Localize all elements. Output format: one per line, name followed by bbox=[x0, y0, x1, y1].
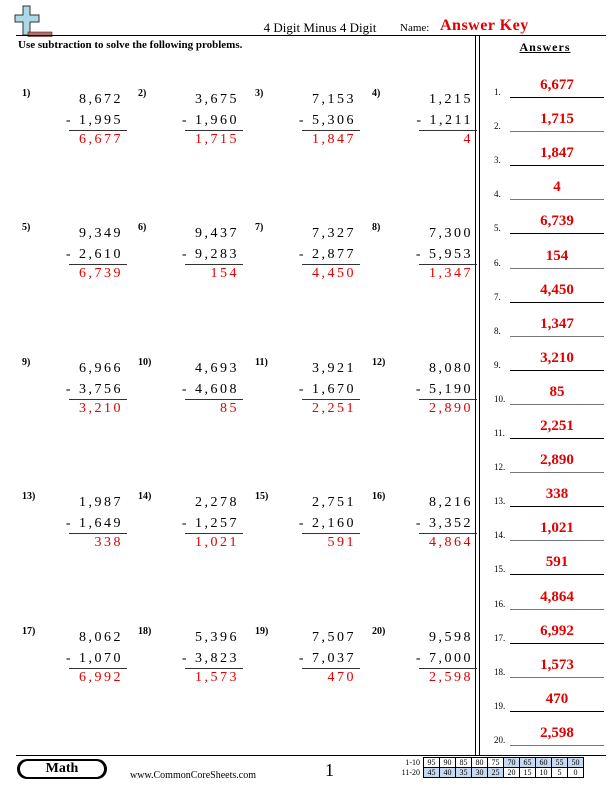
problem-number: 12) bbox=[372, 357, 386, 368]
problem bbox=[255, 626, 370, 696]
answer-value: 6,739 bbox=[540, 213, 574, 230]
score-cell: 5 bbox=[552, 768, 568, 778]
problem-number: 17) bbox=[22, 626, 36, 637]
score-cell: 45 bbox=[424, 768, 440, 778]
answer-number: 9. bbox=[494, 359, 501, 370]
score-table bbox=[396, 757, 584, 778]
subtrahend: - 5,306 bbox=[298, 113, 356, 128]
answer-rule bbox=[185, 399, 243, 400]
difference: 85 bbox=[220, 401, 239, 416]
answer-line bbox=[510, 711, 604, 712]
minuend: 9,349 bbox=[79, 226, 123, 241]
name-label: Name: bbox=[400, 22, 430, 34]
subtrahend: - 7,000 bbox=[415, 651, 473, 666]
answer-row bbox=[494, 684, 610, 714]
answer-rule bbox=[419, 668, 477, 669]
problem bbox=[138, 88, 253, 158]
answer-value: 2,598 bbox=[540, 724, 574, 741]
answer-value: 4 bbox=[553, 179, 561, 196]
answer-value: 470 bbox=[545, 690, 569, 707]
answer-value: 85 bbox=[549, 383, 565, 400]
difference: 338 bbox=[94, 535, 123, 550]
subtrahend: - 2,610 bbox=[65, 247, 123, 262]
minuend: 9,437 bbox=[195, 226, 239, 241]
score-cell: 60 bbox=[536, 758, 552, 768]
answer-number: 2. bbox=[494, 121, 501, 132]
problem bbox=[372, 491, 487, 561]
minuend: 8,216 bbox=[429, 495, 473, 510]
answer-number: 13. bbox=[494, 496, 506, 507]
problem bbox=[255, 222, 370, 292]
answer-number: 5. bbox=[494, 223, 501, 234]
minuend: 7,300 bbox=[429, 226, 473, 241]
answer-number: 14. bbox=[494, 530, 506, 541]
difference: 1,715 bbox=[195, 132, 239, 147]
difference: 1,021 bbox=[195, 535, 239, 550]
answer-line bbox=[510, 404, 604, 405]
subtrahend: - 1,649 bbox=[65, 516, 123, 531]
answer-line bbox=[510, 370, 604, 371]
score-range: 11-20 bbox=[401, 768, 420, 777]
score-cell: 95 bbox=[424, 758, 440, 768]
minuend: 2,751 bbox=[312, 495, 356, 510]
answer-line bbox=[510, 609, 604, 610]
answer-row bbox=[494, 547, 610, 577]
score-cell: 10 bbox=[536, 768, 552, 778]
answer-line bbox=[510, 233, 604, 234]
problem bbox=[22, 222, 137, 292]
answer-line bbox=[510, 438, 604, 439]
answer-rule bbox=[302, 399, 360, 400]
score-cell: 55 bbox=[552, 758, 568, 768]
answer-number: 17. bbox=[494, 632, 506, 643]
worksheet-title: 4 Digit Minus 4 Digit bbox=[263, 20, 377, 35]
answer-row bbox=[494, 206, 610, 236]
problem bbox=[22, 88, 137, 158]
answer-row bbox=[494, 650, 610, 680]
subtrahend: - 1,070 bbox=[65, 651, 123, 666]
subtrahend: - 5,953 bbox=[415, 247, 473, 262]
problem-number: 1) bbox=[22, 88, 31, 99]
difference: 591 bbox=[327, 535, 356, 550]
answer-line bbox=[510, 268, 604, 269]
problem bbox=[255, 357, 370, 427]
answer-row bbox=[494, 582, 610, 612]
minuend: 3,675 bbox=[195, 92, 239, 107]
answer-rule bbox=[419, 264, 477, 265]
answer-line bbox=[510, 506, 604, 507]
answer-value: 338 bbox=[545, 486, 569, 503]
problem bbox=[138, 222, 253, 292]
answer-rule bbox=[69, 399, 127, 400]
answer-number: 1. bbox=[494, 87, 501, 97]
difference: 4,450 bbox=[312, 266, 356, 281]
difference: 1,573 bbox=[195, 670, 239, 685]
score-cell: 35 bbox=[456, 768, 472, 778]
answer-line bbox=[510, 302, 604, 303]
minuend: 3,921 bbox=[312, 361, 356, 376]
answer-value: 1,847 bbox=[540, 145, 574, 162]
difference: 6,739 bbox=[79, 266, 123, 281]
answer-row bbox=[494, 513, 610, 543]
answer-rule bbox=[302, 130, 360, 131]
subtrahend: - 1,257 bbox=[181, 516, 239, 531]
answer-row bbox=[494, 241, 610, 271]
score-row bbox=[396, 758, 584, 768]
minuend: 8,062 bbox=[79, 630, 123, 645]
problem-number: 6) bbox=[138, 222, 147, 233]
minuend: 6,966 bbox=[79, 361, 123, 376]
problem-number: 20) bbox=[372, 626, 386, 637]
subtrahend: - 5,190 bbox=[415, 382, 473, 397]
instructions: Use subtraction to solve the following problems. bbox=[18, 39, 243, 51]
minuend: 8,672 bbox=[79, 92, 123, 107]
subtrahend: - 3,352 bbox=[415, 516, 473, 531]
problem-number: 4) bbox=[372, 88, 381, 99]
problem bbox=[372, 626, 487, 696]
answer-value: 2,890 bbox=[540, 452, 574, 469]
problem-number: 19) bbox=[255, 626, 269, 637]
problem-number: 3) bbox=[255, 88, 264, 99]
answer-line bbox=[510, 165, 604, 166]
difference: 154 bbox=[210, 266, 239, 281]
difference: 470 bbox=[327, 670, 356, 685]
answer-row bbox=[494, 479, 610, 509]
answer-rule bbox=[302, 533, 360, 534]
difference: 6,677 bbox=[79, 132, 123, 147]
answer-value: 4,864 bbox=[540, 588, 574, 605]
problem-number: 2) bbox=[138, 88, 147, 99]
answer-value: 2,251 bbox=[540, 418, 574, 434]
answer-rule bbox=[419, 130, 477, 131]
score-cell: 25 bbox=[488, 768, 504, 778]
name-value: Answer Key bbox=[440, 17, 529, 34]
answer-row bbox=[494, 343, 610, 373]
problem bbox=[372, 357, 487, 427]
answer-number: 10. bbox=[494, 393, 506, 404]
answer-line bbox=[510, 643, 604, 644]
score-cell: 20 bbox=[504, 768, 520, 778]
problem bbox=[22, 626, 137, 696]
difference: 6,992 bbox=[79, 670, 123, 685]
answer-line bbox=[510, 574, 604, 575]
header-rule bbox=[16, 35, 606, 36]
subtrahend: - 2,877 bbox=[298, 247, 356, 262]
answer-rule bbox=[302, 264, 360, 265]
problem-number: 16) bbox=[372, 491, 386, 502]
difference: 1,347 bbox=[429, 266, 473, 281]
answer-line bbox=[510, 745, 604, 746]
answer-rule bbox=[69, 264, 127, 265]
answer-row bbox=[494, 411, 610, 441]
answer-line bbox=[510, 677, 604, 678]
subject-badge bbox=[17, 759, 107, 779]
problem-number: 18) bbox=[138, 626, 152, 637]
difference: 2,890 bbox=[429, 401, 473, 416]
footer-rule bbox=[16, 755, 606, 756]
minuend: 7,153 bbox=[312, 92, 356, 107]
problem bbox=[255, 491, 370, 561]
subtrahend: - 1,960 bbox=[181, 113, 239, 128]
score-cell: 80 bbox=[472, 758, 488, 768]
difference: 3,210 bbox=[79, 401, 123, 416]
score-cell: 30 bbox=[472, 768, 488, 778]
answer-value: 6,677 bbox=[540, 77, 574, 93]
answer-rule bbox=[302, 668, 360, 669]
answer-rule bbox=[419, 533, 477, 534]
answer-value: 4,450 bbox=[540, 281, 574, 298]
problem-number: 5) bbox=[22, 222, 31, 233]
answer-rule bbox=[185, 533, 243, 534]
answer-number: 4. bbox=[494, 189, 501, 200]
answer-value: 3,210 bbox=[540, 349, 574, 366]
problem-number: 10) bbox=[138, 357, 152, 368]
answer-row bbox=[494, 718, 610, 748]
answer-value: 1,347 bbox=[540, 315, 574, 332]
subtrahend: - 3,756 bbox=[65, 382, 123, 397]
answer-rule bbox=[185, 130, 243, 131]
answer-value: 1,573 bbox=[540, 656, 574, 673]
answer-row bbox=[494, 104, 610, 134]
subtrahend: - 1,995 bbox=[65, 113, 123, 128]
minuend: 7,327 bbox=[312, 226, 356, 241]
answer-line bbox=[510, 97, 604, 98]
answer-number: 20. bbox=[494, 734, 506, 745]
subtrahend: - 7,037 bbox=[298, 651, 356, 666]
answer-row bbox=[494, 275, 610, 305]
problem bbox=[255, 88, 370, 158]
answer-number: 19. bbox=[494, 700, 506, 711]
answer-line bbox=[510, 131, 604, 132]
answer-rule bbox=[419, 399, 477, 400]
answer-row bbox=[494, 70, 610, 100]
answer-row bbox=[494, 445, 610, 475]
answer-number: 8. bbox=[494, 325, 501, 336]
answer-rule bbox=[185, 668, 243, 669]
answer-row bbox=[494, 616, 610, 646]
problem-number: 9) bbox=[22, 357, 31, 368]
site-url: www.CommonCoreSheets.com bbox=[130, 770, 257, 781]
answer-number: 11. bbox=[494, 428, 505, 438]
problem bbox=[22, 491, 137, 561]
answer-number: 16. bbox=[494, 598, 506, 609]
answer-line bbox=[510, 472, 604, 473]
subtrahend: - 1,670 bbox=[298, 382, 356, 397]
score-cell: 70 bbox=[504, 758, 520, 768]
answer-number: 12. bbox=[494, 462, 506, 473]
answer-rule bbox=[185, 264, 243, 265]
score-cell: 15 bbox=[520, 768, 536, 778]
score-cell: 85 bbox=[456, 758, 472, 768]
score-cell: 65 bbox=[520, 758, 536, 768]
answer-value: 591 bbox=[545, 554, 569, 571]
problem-number: 7) bbox=[255, 222, 264, 233]
answer-value: 1,021 bbox=[540, 520, 574, 537]
difference: 2,251 bbox=[312, 401, 356, 416]
score-row bbox=[396, 768, 584, 778]
problem-number: 8) bbox=[372, 222, 381, 233]
minuend: 4,693 bbox=[195, 361, 239, 376]
answer-rule bbox=[69, 668, 127, 669]
score-range: 1-10 bbox=[405, 758, 420, 767]
score-cell: 90 bbox=[440, 758, 456, 768]
minuend: 1,987 bbox=[79, 495, 123, 510]
answers-title: Answers bbox=[519, 40, 571, 54]
subtrahend: - 4,608 bbox=[181, 382, 239, 397]
problem-number: 15) bbox=[255, 491, 269, 502]
answer-line bbox=[510, 540, 604, 541]
score-cell: 50 bbox=[568, 758, 584, 768]
answer-line bbox=[510, 199, 604, 200]
minuend: 2,278 bbox=[195, 495, 239, 510]
score-cell: 0 bbox=[568, 768, 584, 778]
answer-row bbox=[494, 377, 610, 407]
difference: 2,598 bbox=[429, 670, 473, 685]
subtrahend: - 3,823 bbox=[181, 651, 239, 666]
subject-label: Math bbox=[20, 761, 104, 777]
problem bbox=[372, 88, 487, 158]
minuend: 8,080 bbox=[429, 361, 473, 376]
answer-value: 1,715 bbox=[540, 111, 574, 128]
answer-value: 154 bbox=[545, 247, 569, 264]
problem-number: 11) bbox=[255, 357, 268, 368]
difference: 4,864 bbox=[429, 535, 473, 550]
problem bbox=[372, 222, 487, 292]
answer-number: 3. bbox=[494, 155, 501, 166]
answer-line bbox=[510, 336, 604, 337]
problem bbox=[138, 491, 253, 561]
problem-number: 13) bbox=[22, 491, 36, 502]
score-cell: 40 bbox=[440, 768, 456, 778]
answer-number: 18. bbox=[494, 666, 506, 677]
answer-row bbox=[494, 309, 610, 339]
answer-number: 7. bbox=[494, 291, 501, 302]
difference: 4 bbox=[463, 132, 473, 147]
problem bbox=[138, 626, 253, 696]
answer-number: 15. bbox=[494, 564, 506, 575]
page-number: 1 bbox=[325, 760, 334, 780]
subtrahend: - 1,211 bbox=[416, 113, 473, 128]
subtrahend: - 2,160 bbox=[298, 516, 356, 531]
difference: 1,847 bbox=[312, 132, 356, 147]
score-cell: 75 bbox=[488, 758, 504, 768]
problem-number: 14) bbox=[138, 491, 152, 502]
answer-row bbox=[494, 138, 610, 168]
answer-number: 6. bbox=[494, 257, 501, 268]
minuend: 7,507 bbox=[312, 630, 356, 645]
answer-value: 6,992 bbox=[540, 622, 574, 639]
minuend: 5,396 bbox=[195, 630, 239, 645]
problem bbox=[22, 357, 137, 427]
answer-row bbox=[494, 172, 610, 202]
problem bbox=[138, 357, 253, 427]
minuend: 1,215 bbox=[429, 92, 473, 107]
answer-rule bbox=[69, 130, 127, 131]
answer-rule bbox=[69, 533, 127, 534]
minuend: 9,598 bbox=[429, 630, 473, 645]
subtrahend: - 9,283 bbox=[181, 247, 239, 262]
